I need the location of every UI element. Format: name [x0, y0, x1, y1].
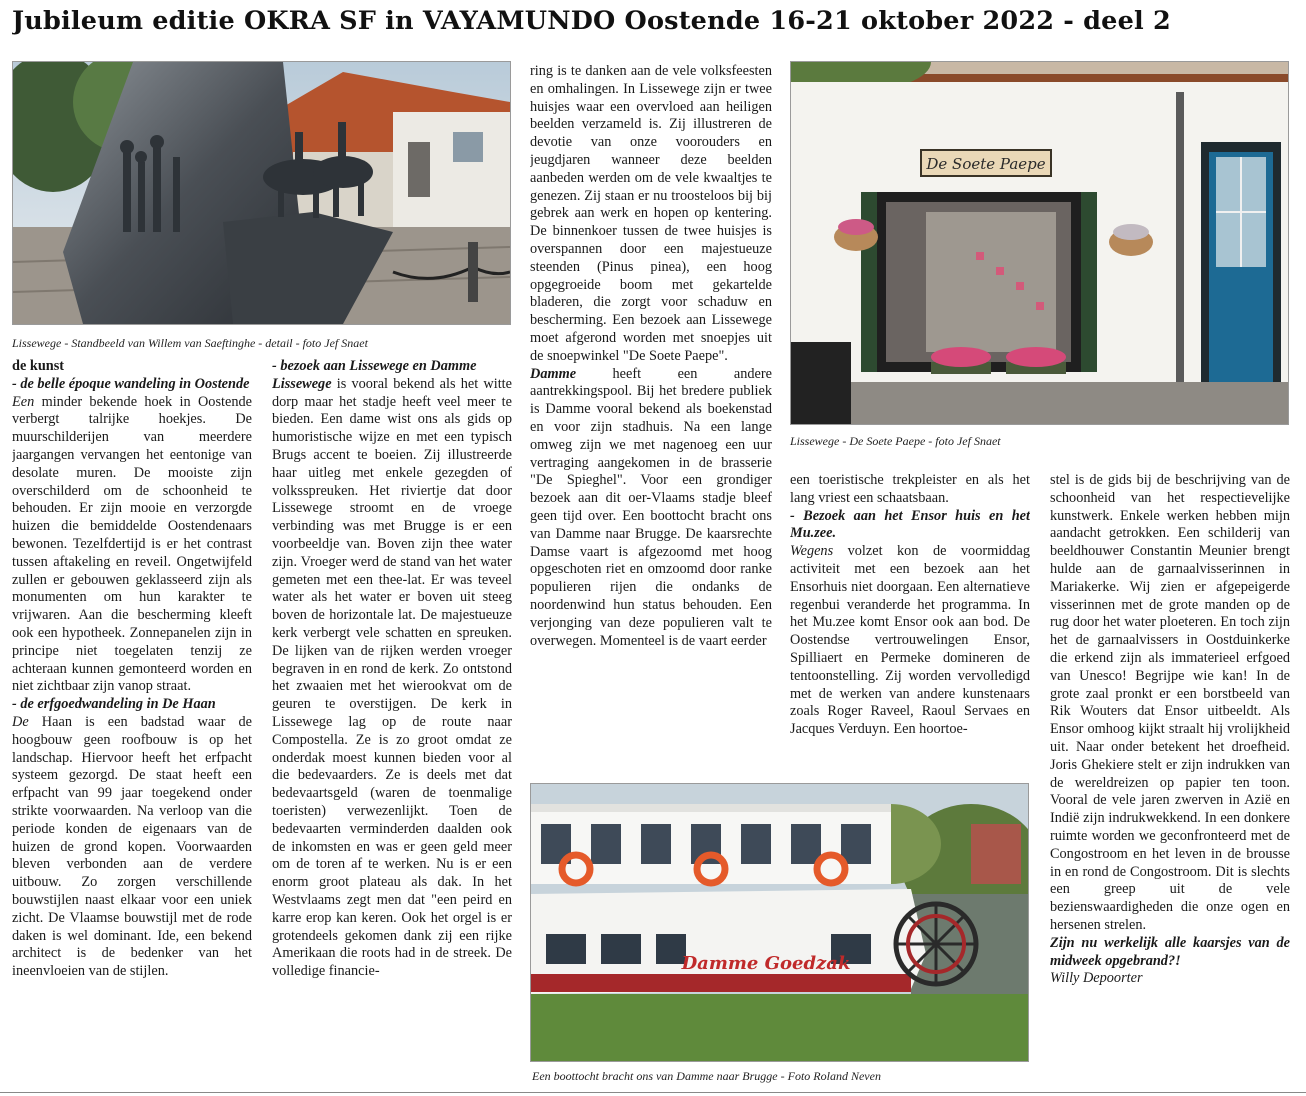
- paragraph-lead: Wegens: [790, 543, 834, 560]
- article-column-2: [272, 358, 512, 1086]
- shop-image: [791, 62, 1288, 424]
- paragraph-lissewege-cont: ring is te danken aan de vele volksfeesten en omhalingen. In Lissewege zijn er twee huisjes waar een overvloed aan heiligen beelden verzameld is. Zij illustreren de devotie van onze voorouders en jeugdjaren wanneer deze beelden aanbeden werden om de vele kwaaltjes te genezen. Zij staan er nu troosteloos bij bij gebrek aan werk en hopen op kentering. De binnenkoer tussen de twee huisjes is overspannen door een majestueuze steenden (Pinus pinea), een hoog opgegroeide boom met gekartelde bladeren, die zorgt voor schaduw en bescherming. Een bezoek aan Lissewege moet afgerond worden met snoepjes uit de snoepwinkel "De Soete Paepe".: [530, 63, 772, 364]
- shop-sign: De Soete Paepe: [926, 155, 1046, 173]
- statue-photo: [12, 61, 511, 325]
- shop-caption: Lissewege - De Soete Paepe - foto Jef Snaet: [790, 434, 1001, 448]
- paragraph-ensor: volzet kon de voormiddag activiteit met een bezoek aan het Ensorhuis niet doorgaan. Een alternatieve regenbui veranderde het programma. In het Mu.zee komt Ensor ook aan bod. De Oostendse vertrouwelingen Ensor, Spilliaert en Permeke domineren de tentoonstelling. Zij worden vervolledigd met de werken van andere kunstenaars zoals Roger Raveel, Raoul Servaes en Jacques Verduyn. Een hoortoe-: [790, 543, 1030, 738]
- paragraph-de-haan: Haan is een badstad waar de hoogbouw geen roofbouw is op het landschap. Hiervoor heeft het erfpacht systeem gezorgd. De staat heeft een erfpacht van 99 jaar toegekend onder strikte voorwaarden. Na verloop van die periode konden de eigenaars van de huizen de grond kopen. Voorwaarden bleven verbonden aan de verdere uitbouw. Zo zorgen verschillende bouwstijlen naast elkaar voor een uniek zicht. De Vlaamse bouwstijl met de rode daken is wel dominant. Ide, een bekend architect is de bedenker van het ineenvloeien van de stijlen.: [12, 713, 252, 980]
- bottom-rule: [0, 1092, 1306, 1093]
- author-signature: Willy Depoorter: [1050, 970, 1143, 987]
- paragraph-lead: Damme: [530, 365, 577, 382]
- boat-photo: [530, 783, 1029, 1062]
- statue-image: [13, 62, 510, 324]
- page-title: Jubileum editie OKRA SF in VAYAMUNDO Oostende 16-21 oktober 2022 - deel 2: [12, 6, 1171, 36]
- subheading-de-haan: - de erfgoedwandeling in De Haan: [12, 696, 216, 713]
- shop-photo: [790, 61, 1289, 425]
- paragraph-lead: Een: [12, 393, 35, 410]
- subheading-oostende: - de belle époque wandeling in Oostende: [12, 375, 250, 392]
- section-heading: de kunst: [12, 358, 65, 374]
- boat-image: [531, 784, 1028, 1061]
- paragraph-lead: Lissewege: [272, 375, 332, 392]
- article-column-3: [530, 63, 772, 770]
- paragraph-muzee: stel is de gids bij de beschrijving van de schoonheid van het respectievelijke kunstwerk. Enkele werken hebben mijn aandacht getrokken. Een schilderij van beeldhouwer Constantin Meunier brengt hulde aan de garnaalvisserinnen in Mariakerke. Wij zien er afgepeigerde visserinnen met de grote manden op de rug door het water ploeteren. En toch zijn het de garnaalvissers in Oostduinkerke die erkend zijn als immaterieel erfgoed van Unesco! Begrijpe wie kan! In de grote zaal pronkt er een borstbeeld van Rik Wouters dat Ensor uitbeeldt. Als Ensor omhoog kijkt straalt hij vrolijkheid uit. Naar onder betekent het droefheid. Joris Ghekiere stelt er zijn indrukken van de wereldreizen op papier ten toon. Vooral de vele jaren zwerven in Azië en Indië zijn indrukwekkend. In een donkere ruimte worden we geconfronteerd met de Congostroom en het leven in de brousse in en rond de Congostroom. Dit is slechts een greep uit de vele bezienswaardigheden die onze ogen en hersenen strelen.: [1050, 472, 1290, 933]
- paragraph-damme: heeft een andere aantrekkingspool. Bij het bredere publiek is Damme vooral bekend als boekenstad en voor zijn stadhuis. Na een lange omweg zijn we met nagenoeg een uur vertraging aangekomen in de brasserie "De Spieghel". Voor een grondiger bezoek aan dit oer-Vlaams stadje bleef geen tijd over. Een boottocht bracht ons van Damme naar Brugge. De kaarsrechte Damse vaart is afgezoomd met hoog opgeschoten riet en omzoomd door ranke populieren rijen die ondanks de noordenwind hun status behouden. Een verjonging van deze populieren valt te overwegen. Momenteel is de vaart eerder: [530, 365, 772, 649]
- article-column-5: [1050, 472, 1290, 1090]
- boat-caption: Een boottocht bracht ons van Damme naar Brugge - Foto Roland Neven: [532, 1069, 881, 1083]
- paragraph-lead: De: [12, 713, 29, 730]
- boat-name: Damme Goedzak: [681, 953, 851, 974]
- closing-line: Zijn nu werkelijk alle kaarsjes van de midweek opgebrand?!: [1050, 934, 1290, 969]
- paragraph-damme-cont: een toeristische trekpleister en als het lang vriest een schaatsbaan.: [790, 472, 1030, 506]
- subheading-ensor: - Bezoek aan het Ensor huis en het Mu.zee.: [790, 507, 1030, 542]
- article-column-4: [790, 472, 1030, 772]
- article-column-1: [12, 358, 252, 1086]
- paragraph-lissewege: is vooral bekend als het witte dorp maar het stadje heeft veel meer te bieden. Een dame wist ons als gids op humoristische wijze en met een typisch Brugs accent te boeien. Zij illustreerde haar uitleg met enkele gezegden of volksspreuken. Het riviertje dat door Lissewege stroomt en de vroege verbinding was met Brugge is er een voorbeeldje van. Boven zijn thee water zijn. Vroeger werd de stand van het water gemeten met een thee-lat. Er was teveel water als het water er boven uit steeg boven de horizontale lat. De majestueuze kerk verbergt vele schatten en spreuken. De lijken van de rijken werden vroeger begraven in en rond de kerk. Zo ontstond het zwaaien met het wierookvat om de geuren te overstijgen. De kerk in Lissewege lag op de route naar Compostella. Ze is zo groot omdat ze onderdak moest kunnen bieden voor al die bedevaarders. Ze is deels met dat bedevaartsgeld (waren de toenmalige toeristen) verwezenlijkt. Toen de bedevaarten verminderden daalden ook de inkomsten en was er geen geld meer om de toren af te werken. Nu is er een enorm groot plateau als dak. In het Westvlaams zegt men dat "een peird en karre erop kan keren. Ook het orgel is er grotendeels gekomen dank zij een rijke Amerikaan die roots had in de streek. De volledige financie-: [272, 375, 512, 980]
- paragraph-oostende: minder bekende hoek in Oostende verbergt talrijke hoekjes. De muurschilderijen van meerdere jaargangen vervangen het eentonige van desolate muren. De mooiste zijn overschilderd om de schoonheid te behouden. Er zijn mooie en verzorgde huizen die bemiddelde Oostendenaars bewonen. Tezelfdertijd is er het contrast tussen aftakeling en reveil. Ongetwijfeld zullen er gebouwen geklasseerd zijn als monumenten om hun karakter te vrijwaren. Aan die bescherming kleeft ook een hypotheek. Zonnepanelen zijn in principe niet toegelaten tenzij ze achteraan kunnen gemonteerd worden en niet zichtbaar zijn vanop straat.: [12, 393, 252, 695]
- subheading-lissewege-damme: - bezoek aan Lissewege en Damme: [272, 358, 477, 374]
- statue-caption: Lissewege - Standbeeld van Willem van Saeftinghe - detail - foto Jef Snaet: [12, 336, 368, 350]
